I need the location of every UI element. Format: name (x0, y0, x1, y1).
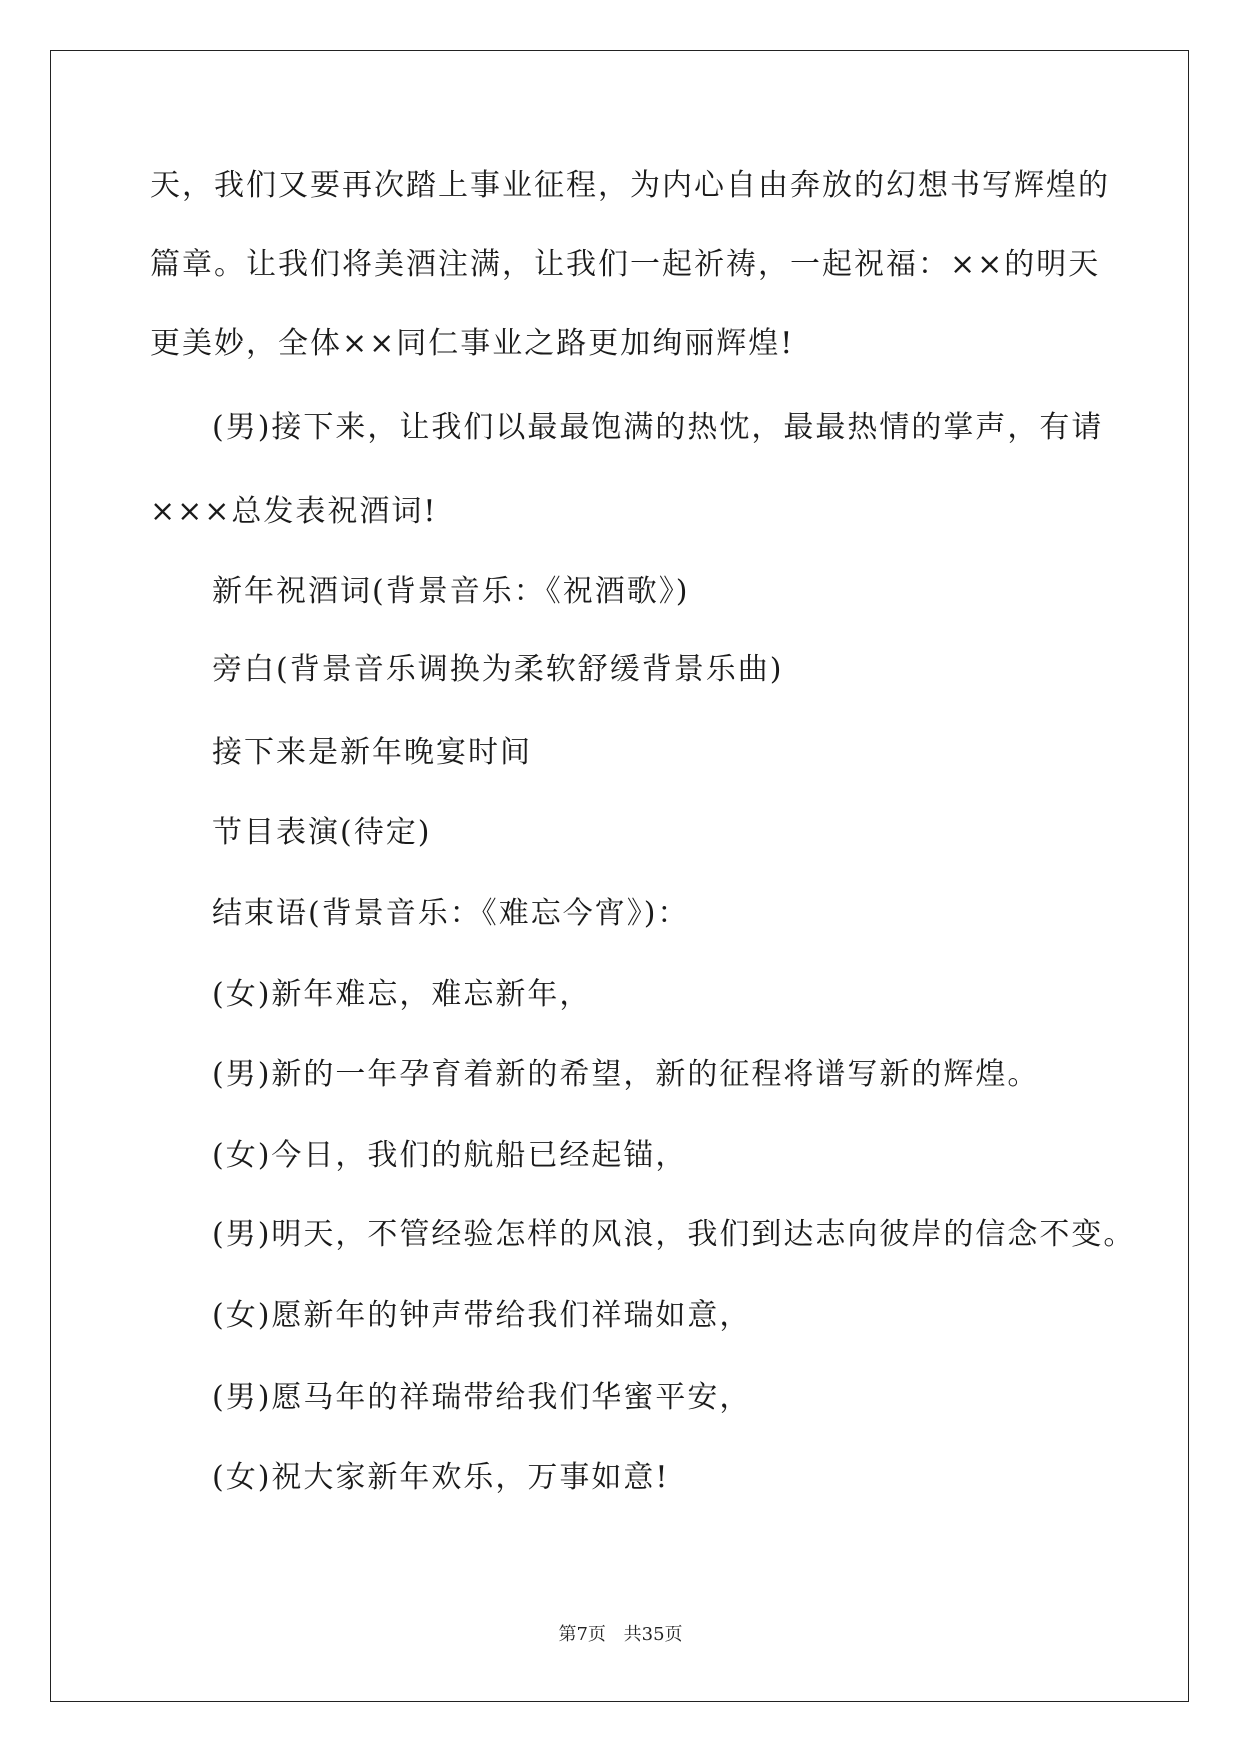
text-line: (女)愿新年的钟声带给我们祥瑞如意， (212, 1298, 752, 1333)
page-frame (50, 50, 1189, 1702)
text-line: 新年祝酒词(背景音乐：《祝酒歌》) (212, 574, 690, 609)
page-footer (0, 1620, 1241, 1646)
text-line: 天，我们又要再次踏上事业征程，为内心自由奔放的幻想书写辉煌的 (150, 168, 1110, 203)
text-line: 更美妙，全体××同仁事业之路更加绚丽辉煌! (150, 326, 795, 361)
text-line: (男)明天，不管经验怎样的风浪，我们到达志向彼岸的信念不变。 (212, 1217, 1136, 1252)
page-total: 共35页 (623, 1624, 683, 1645)
text-line: (女)新年难忘，难忘新年， (212, 977, 592, 1012)
text-line: (男)新的一年孕育着新的希望，新的征程将谱写新的辉煌。 (212, 1057, 1040, 1092)
text-line: 结束语(背景音乐：《难忘今宵》)： (212, 896, 690, 931)
text-line: (女)祝大家新年欢乐，万事如意! (212, 1460, 670, 1495)
text-line: 接下来是新年晚宴时间 (212, 735, 532, 770)
text-line: ×××总发表祝酒词! (150, 494, 438, 529)
page-number: 第7页 (558, 1624, 606, 1645)
text-line: (女)今日，我们的航船已经起锚， (212, 1138, 688, 1173)
text-line: 篇章。让我们将美酒注满，让我们一起祈祷，一起祝福：××的明天 (150, 247, 1101, 282)
text-line: 节目表演(待定) (212, 815, 432, 850)
text-line: 旁白(背景音乐调换为柔软舒缓背景乐曲) (212, 652, 784, 687)
text-line: (男)愿马年的祥瑞带给我们华蜜平安， (212, 1380, 752, 1415)
text-line: (男)接下来，让我们以最最饱满的热忱，最最热情的掌声，有请 (212, 410, 1104, 445)
